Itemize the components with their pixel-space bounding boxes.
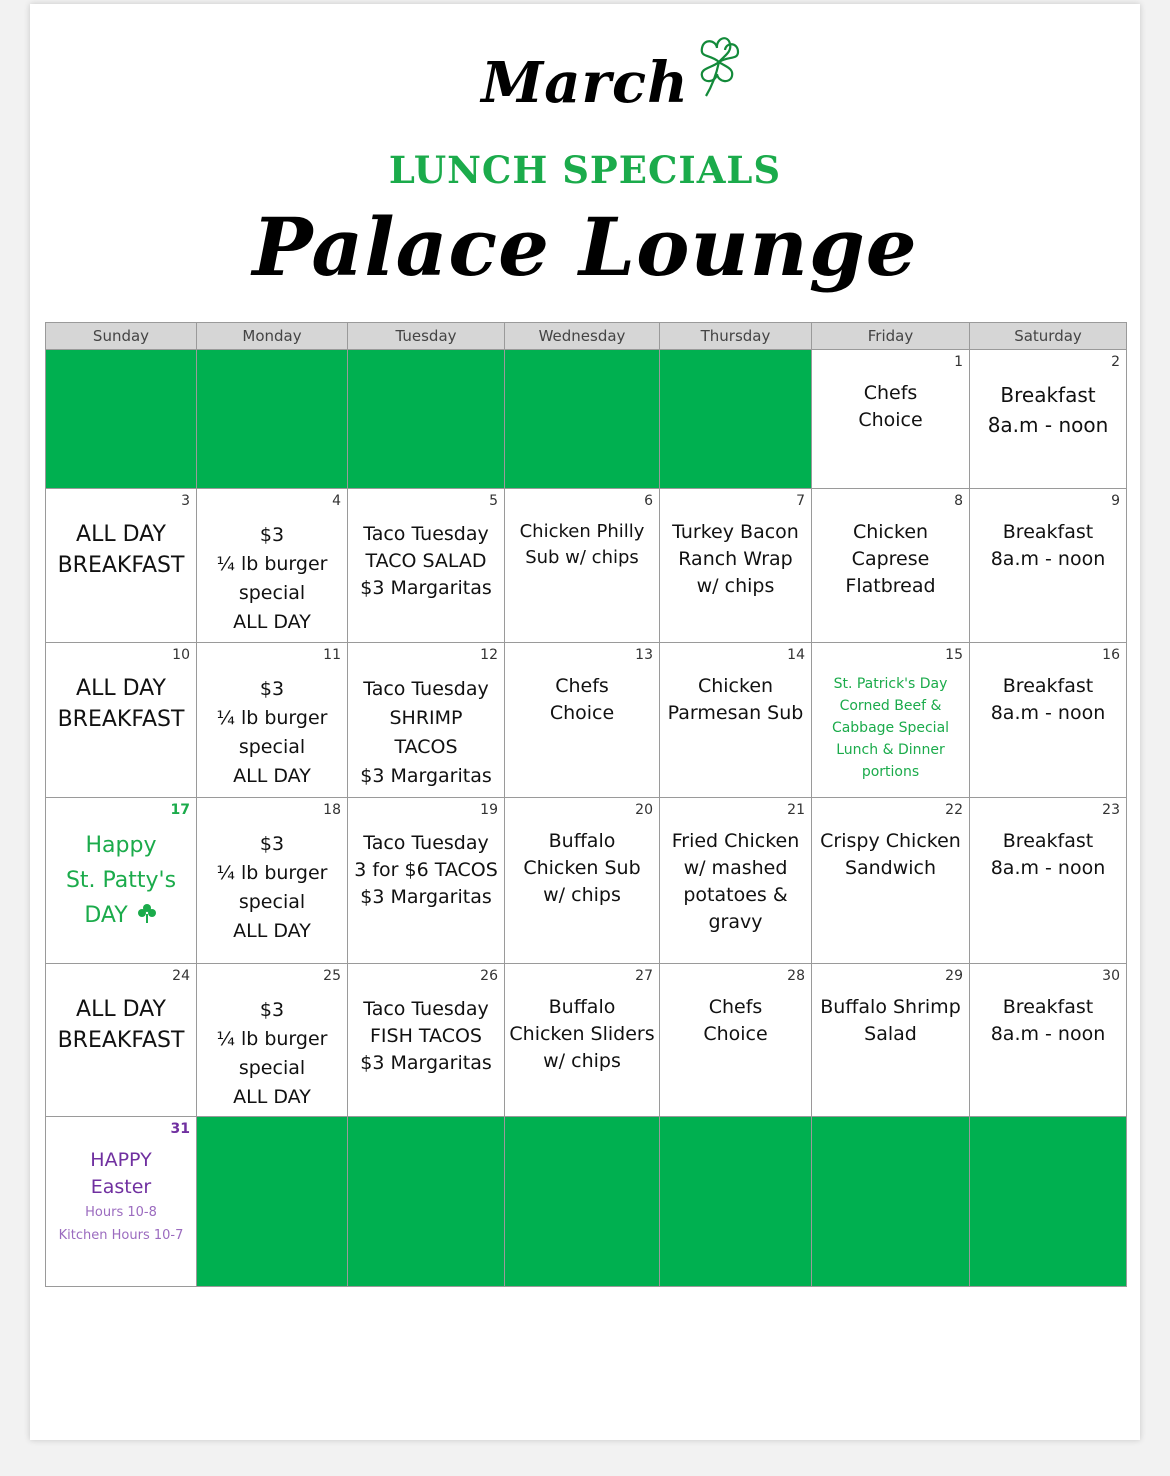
- special-line: ¼ lb burger: [216, 862, 328, 884]
- special-line: portions: [861, 764, 920, 780]
- day-special: [660, 828, 811, 936]
- empty-cell: [505, 350, 660, 489]
- day-special: [348, 830, 504, 911]
- special-line: special: [238, 582, 306, 604]
- special-line: Chefs: [863, 382, 918, 404]
- day-number: 30: [1102, 968, 1120, 984]
- day-special: [197, 996, 347, 1112]
- day-number: 16: [1102, 647, 1120, 663]
- special-line: Chefs: [555, 675, 609, 697]
- weekday-friday: Friday: [812, 323, 970, 350]
- week-row: [46, 489, 1127, 643]
- day-special: [46, 519, 196, 581]
- special-line: Parmesan Sub: [667, 702, 804, 724]
- day-number: 7: [796, 493, 805, 509]
- special-line: Flatbread: [845, 575, 936, 597]
- special-line: Chicken: [852, 521, 929, 543]
- day-special: [46, 828, 196, 933]
- special-line: w/ mashed: [683, 857, 788, 879]
- empty-cell: [348, 350, 505, 489]
- day-cell-14: [660, 643, 812, 798]
- special-line: ALL DAY: [233, 611, 311, 633]
- day-number: 9: [1111, 493, 1120, 509]
- day-number: 17: [170, 802, 190, 818]
- month-title: March: [481, 50, 689, 116]
- special-line: ¼ lb burger: [216, 553, 328, 575]
- day-cell-15: [812, 643, 970, 798]
- day-special: [812, 519, 969, 600]
- special-line: special: [238, 1057, 306, 1079]
- day-number: 22: [945, 802, 963, 818]
- week-row: [46, 643, 1127, 798]
- empty-cell: [812, 1117, 970, 1287]
- day-special: [970, 519, 1126, 573]
- special-line: Easter: [90, 1176, 152, 1198]
- special-line: Choice: [703, 1023, 768, 1045]
- shamrock-icon: [686, 28, 752, 100]
- day-number: 15: [945, 647, 963, 663]
- calendar-grid: [45, 322, 1127, 1287]
- special-line: Buffalo: [548, 830, 616, 852]
- day-number: 21: [787, 802, 805, 818]
- special-line: Fried Chicken: [671, 830, 800, 852]
- special-line: Happy: [85, 833, 157, 858]
- special-line: $3: [259, 678, 285, 700]
- day-cell-17: [46, 798, 197, 964]
- day-special: [197, 675, 347, 791]
- week-row: [46, 964, 1127, 1117]
- day-cell-1: [812, 350, 970, 489]
- weekday-wednesday: Wednesday: [505, 323, 660, 350]
- day-cell-8: [812, 489, 970, 643]
- special-line: Sub w/ chips: [525, 547, 639, 568]
- weekday-monday: Monday: [197, 323, 348, 350]
- special-line: Taco Tuesday: [363, 523, 489, 545]
- day-special: [660, 673, 811, 727]
- special-line: ALL DAY: [76, 676, 166, 701]
- day-special: [505, 994, 659, 1075]
- special-line: Lunch & Dinner: [836, 742, 945, 758]
- special-line: Choice: [549, 702, 615, 724]
- special-line: Crispy Chicken: [820, 830, 961, 852]
- special-line: [46, 898, 196, 933]
- day-cell-6: [505, 489, 660, 643]
- day-cell-25: [197, 964, 348, 1117]
- day-cell-19: [348, 798, 505, 964]
- special-line: ¼ lb burger: [216, 707, 328, 729]
- day-cell-27: [505, 964, 660, 1117]
- day-cell-10: [46, 643, 197, 798]
- special-line: $3 Margaritas: [360, 886, 492, 908]
- weekday-thursday: Thursday: [660, 323, 812, 350]
- special-line: TACO SALAD: [365, 550, 487, 572]
- empty-cell: [660, 1117, 812, 1287]
- week-row: [46, 1117, 1127, 1287]
- day-special: [970, 380, 1126, 440]
- special-line: Buffalo Shrimp: [820, 996, 961, 1018]
- day-cell-7: [660, 489, 812, 643]
- empty-cell: [197, 1117, 348, 1287]
- day-special: [46, 673, 196, 735]
- special-line: 8a.m - noon: [990, 857, 1106, 879]
- special-line: Kitchen Hours 10-7: [58, 1228, 184, 1243]
- day-special: [812, 828, 969, 882]
- day-special: [197, 830, 347, 946]
- special-line: Chicken Philly: [519, 521, 645, 542]
- special-line: Breakfast: [1002, 830, 1094, 852]
- day-number: 23: [1102, 802, 1120, 818]
- day-number: 25: [323, 968, 341, 984]
- day-number: 20: [635, 802, 653, 818]
- special-line: Buffalo: [548, 996, 616, 1018]
- day-special: [348, 675, 504, 791]
- day-special: [46, 994, 196, 1056]
- calendar-page: [30, 4, 1140, 1440]
- special-line: 8a.m - noon: [990, 702, 1106, 724]
- day-cell-20: [505, 798, 660, 964]
- weekday-header-row: [46, 323, 1127, 350]
- day-cell-13: [505, 643, 660, 798]
- special-line: BREAKFAST: [57, 707, 185, 732]
- day-cell-12: [348, 643, 505, 798]
- day-number: 13: [635, 647, 653, 663]
- empty-cell: [46, 350, 197, 489]
- day-cell-4: [197, 489, 348, 643]
- day-special: [660, 994, 811, 1048]
- special-line: Sandwich: [844, 857, 937, 879]
- special-line: 8a.m - noon: [990, 548, 1106, 570]
- special-line: w/ chips: [543, 1050, 621, 1072]
- special-line: $3: [259, 833, 285, 855]
- weekday-saturday: Saturday: [970, 323, 1127, 350]
- day-number: 10: [172, 647, 190, 663]
- special-line: w/ chips: [543, 884, 621, 906]
- shamrock-icon: [136, 902, 158, 924]
- day-number: 27: [635, 968, 653, 984]
- special-line: 8a.m - noon: [987, 413, 1109, 437]
- special-line: HAPPY: [90, 1149, 152, 1171]
- special-line: Chicken Sliders: [509, 1023, 655, 1045]
- day-number: 26: [480, 968, 498, 984]
- day-number: 1: [954, 354, 963, 370]
- month-title-row: [30, 50, 1140, 116]
- special-line: SHRIMP: [389, 707, 463, 729]
- special-line: gravy: [708, 911, 763, 933]
- special-line: Breakfast: [1000, 383, 1096, 407]
- day-cell-9: [970, 489, 1127, 643]
- day-cell-29: [812, 964, 970, 1117]
- subtitle: LUNCH SPECIALS: [388, 148, 782, 192]
- special-line: Cabbage Special: [831, 720, 950, 736]
- weekday-tuesday: Tuesday: [348, 323, 505, 350]
- special-line: special: [238, 891, 306, 913]
- special-line: St. Patty's: [65, 868, 177, 893]
- day-special: [812, 380, 969, 434]
- day-number: 6: [644, 493, 653, 509]
- special-line: w/ chips: [696, 575, 775, 597]
- day-number: 11: [323, 647, 341, 663]
- special-line: 8a.m - noon: [990, 1023, 1106, 1045]
- empty-cell: [505, 1117, 660, 1287]
- day-number: 24: [172, 968, 190, 984]
- special-line: $3: [259, 999, 285, 1021]
- day-special: [348, 996, 504, 1077]
- day-cell-5: [348, 489, 505, 643]
- day-number: 29: [945, 968, 963, 984]
- day-cell-21: [660, 798, 812, 964]
- special-line: potatoes &: [683, 884, 788, 906]
- special-line: St. Patrick's Day: [833, 676, 948, 692]
- day-number: 12: [480, 647, 498, 663]
- special-line: ALL DAY: [233, 765, 311, 787]
- special-line: ¼ lb burger: [216, 1028, 328, 1050]
- special-line: Hours 10-8: [85, 1205, 157, 1220]
- special-line: Choice: [858, 409, 923, 431]
- day-cell-22: [812, 798, 970, 964]
- empty-cell: [970, 1117, 1127, 1287]
- special-line: ALL DAY: [76, 997, 166, 1022]
- day-special: [505, 673, 659, 727]
- special-line: $3 Margaritas: [360, 577, 492, 599]
- special-line: Taco Tuesday: [363, 832, 489, 854]
- day-special: [970, 828, 1126, 882]
- special-line: Breakfast: [1002, 675, 1094, 697]
- day-number: 8: [954, 493, 963, 509]
- week-row: [46, 350, 1127, 489]
- day-number: 5: [489, 493, 498, 509]
- special-line: $3: [259, 524, 285, 546]
- special-line: Chicken: [697, 675, 774, 697]
- weekday-sunday: Sunday: [46, 323, 197, 350]
- day-special: [505, 519, 659, 571]
- day-cell-31: [46, 1117, 197, 1287]
- empty-cell: [660, 350, 812, 489]
- special-line: Turkey Bacon: [672, 521, 799, 543]
- special-line: ALL DAY: [233, 920, 311, 942]
- special-line: Corned Beef &: [839, 698, 942, 714]
- special-line: Taco Tuesday: [363, 998, 489, 1020]
- special-line: Breakfast: [1002, 521, 1094, 543]
- day-special: [970, 673, 1126, 727]
- special-line: 3 for $6 TACOS: [354, 859, 498, 881]
- special-line: Chefs: [708, 996, 763, 1018]
- day-special: [970, 994, 1126, 1048]
- restaurant-name: Palace Lounge: [252, 200, 918, 294]
- day-number: 4: [332, 493, 341, 509]
- empty-cell: [348, 1117, 505, 1287]
- day-cell-23: [970, 798, 1127, 964]
- day-number: 19: [480, 802, 498, 818]
- day-cell-18: [197, 798, 348, 964]
- day-number: 18: [323, 802, 341, 818]
- day-cell-28: [660, 964, 812, 1117]
- special-line: $3 Margaritas: [360, 765, 492, 787]
- special-line: BREAKFAST: [57, 1028, 185, 1053]
- special-line: FISH TACOS: [370, 1025, 482, 1047]
- day-special: [197, 521, 347, 637]
- special-line-text: DAY: [84, 903, 128, 928]
- day-cell-16: [970, 643, 1127, 798]
- day-special: [660, 519, 811, 600]
- day-special: [505, 828, 659, 909]
- special-line: Chicken Sub: [523, 857, 641, 879]
- day-special: [812, 673, 969, 783]
- week-row: [46, 798, 1127, 964]
- special-line: ALL DAY: [233, 1086, 311, 1108]
- day-number: 2: [1111, 354, 1120, 370]
- special-line: Ranch Wrap: [678, 548, 793, 570]
- special-line: special: [238, 736, 306, 758]
- special-line: Salad: [864, 1023, 917, 1045]
- special-line: BREAKFAST: [57, 553, 185, 578]
- special-line: Breakfast: [1002, 996, 1094, 1018]
- empty-cell: [197, 350, 348, 489]
- day-special: [46, 1147, 196, 1247]
- day-number: 3: [181, 493, 190, 509]
- day-cell-11: [197, 643, 348, 798]
- special-line: Taco Tuesday: [363, 678, 489, 700]
- day-number: 28: [787, 968, 805, 984]
- special-line: $3 Margaritas: [360, 1052, 492, 1074]
- day-cell-24: [46, 964, 197, 1117]
- day-special: [348, 521, 504, 602]
- day-cell-3: [46, 489, 197, 643]
- day-cell-26: [348, 964, 505, 1117]
- special-line: ALL DAY: [76, 522, 166, 547]
- day-special: [812, 994, 969, 1048]
- day-cell-30: [970, 964, 1127, 1117]
- day-cell-2: [970, 350, 1127, 489]
- day-number: 14: [787, 647, 805, 663]
- special-line: TACOS: [394, 736, 458, 758]
- day-number: 31: [170, 1121, 190, 1137]
- special-line: Caprese: [851, 548, 930, 570]
